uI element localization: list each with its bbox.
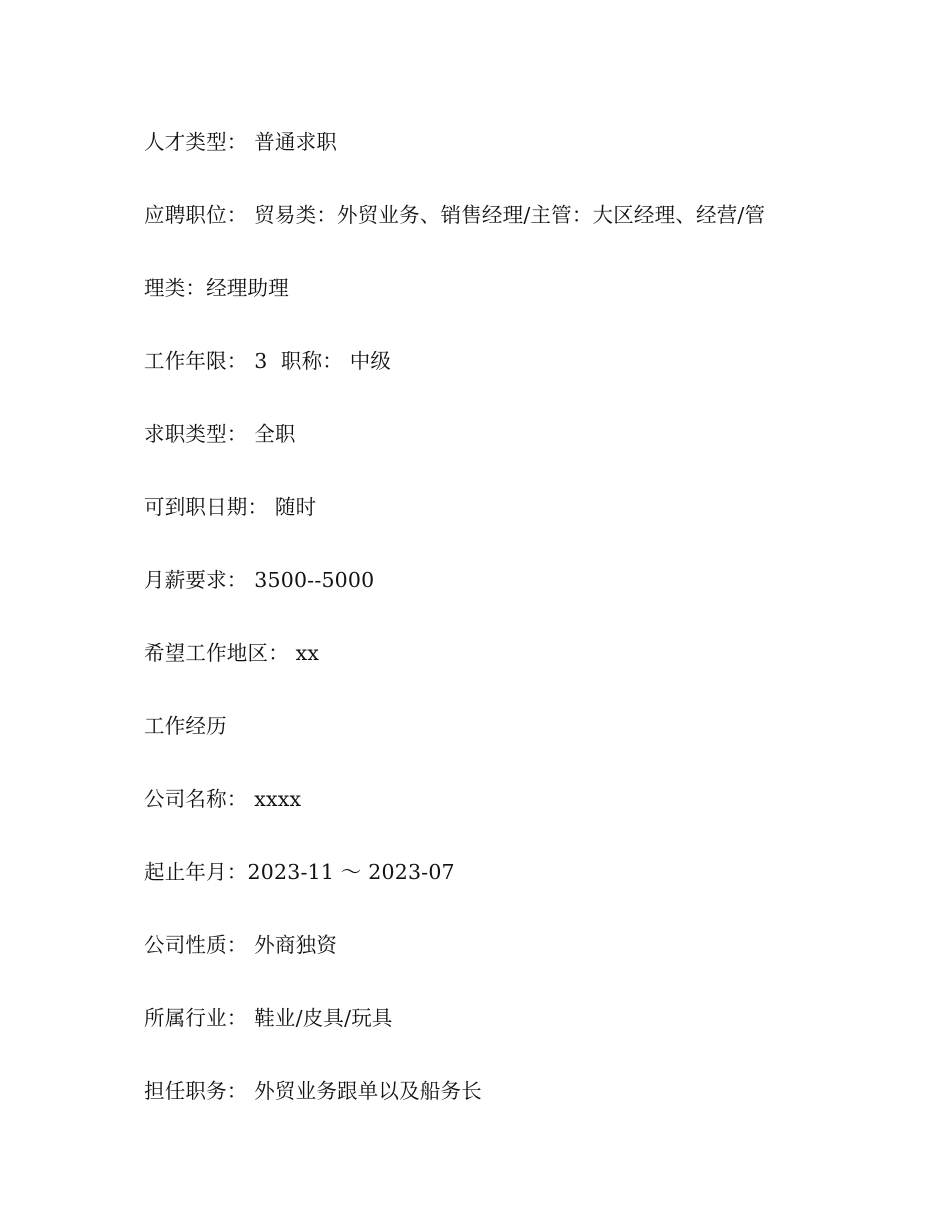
applied-position-line: 应聘职位： 贸易类：外贸业务、销售经理/主管：大区经理、经营/管 — [144, 203, 766, 227]
talent-type-line: 人才类型： 普通求职 — [144, 130, 338, 154]
company-name-line: 公司名称： xxxx — [144, 787, 302, 811]
applied-position-continuation-line: 理类：经理助理 — [144, 276, 289, 300]
position-held-line: 担任职务： 外贸业务跟单以及船务长 — [144, 1079, 482, 1103]
industry-line: 所属行业： 鞋业/皮具/玩具 — [144, 1006, 393, 1030]
job-type-line: 求职类型： 全职 — [144, 422, 296, 446]
availability-date-line: 可到职日期： 随时 — [144, 495, 317, 519]
desired-location-line: 希望工作地区： xx — [144, 641, 320, 665]
work-experience-heading: 工作经历 — [144, 714, 227, 738]
company-nature-line: 公司性质： 外商独资 — [144, 933, 338, 957]
employment-period-line: 起止年月：2023-11 ～ 2023-07 — [144, 860, 455, 884]
salary-line: 月薪要求： 3500--5000 — [144, 568, 375, 592]
work-years-title-line: 工作年限： 3 职称： 中级 — [144, 349, 392, 373]
resume-content — [144, 124, 824, 1146]
